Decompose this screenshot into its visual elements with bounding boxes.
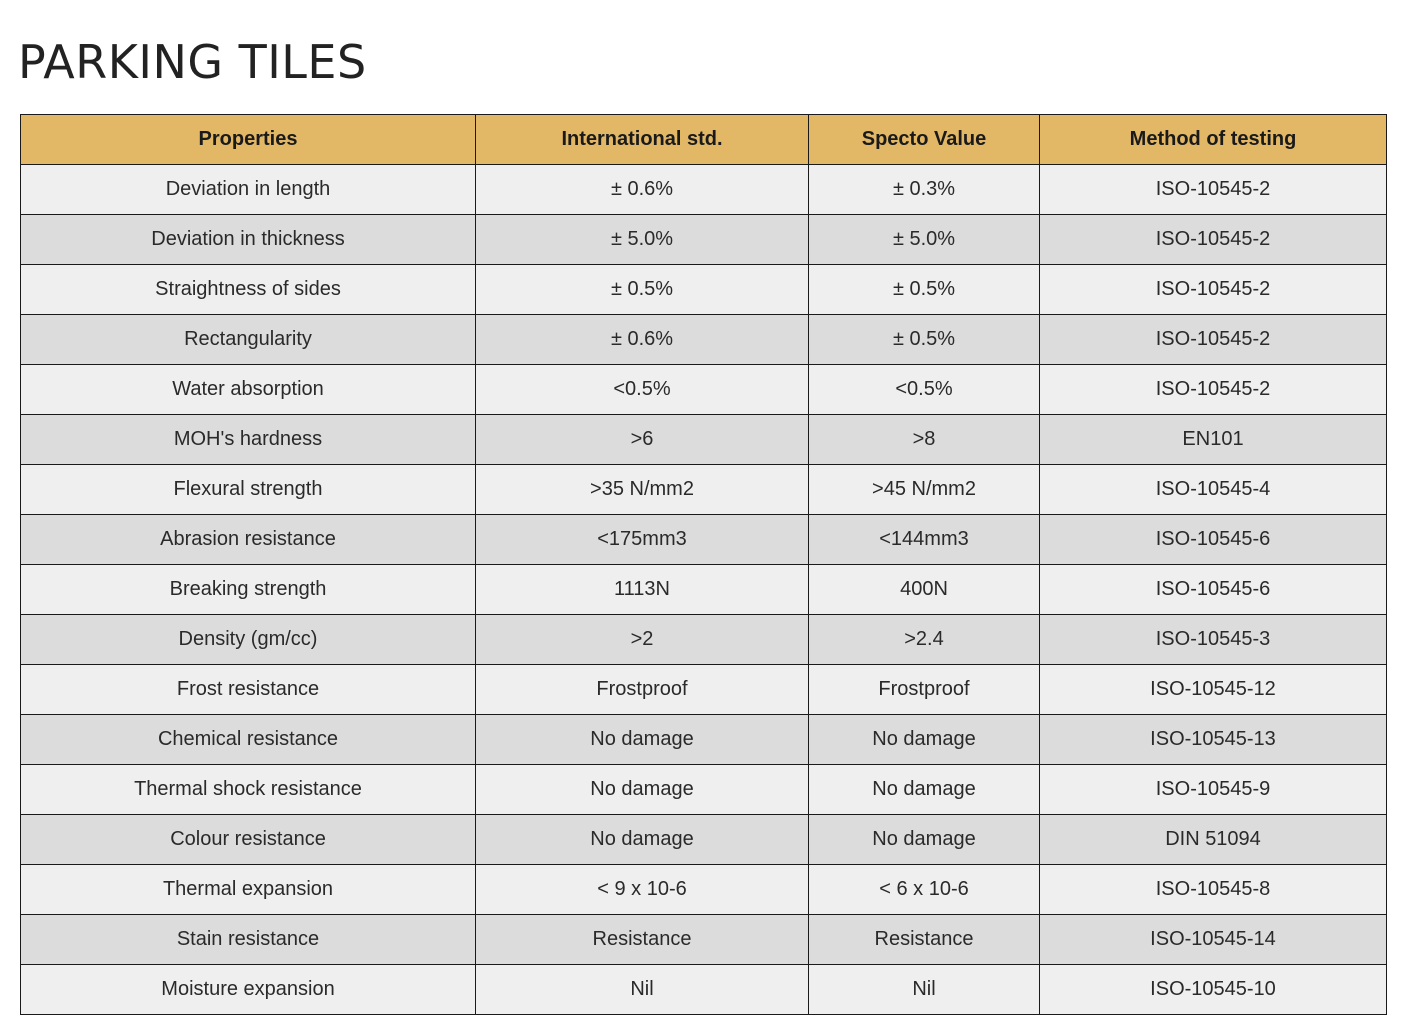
method-cell: ISO-10545-6 (1040, 565, 1387, 615)
property-cell: Stain resistance (21, 915, 476, 965)
specto-value-cell: >2.4 (809, 615, 1040, 665)
international-std-cell: Resistance (476, 915, 809, 965)
specto-value-cell: <0.5% (809, 365, 1040, 415)
method-cell: ISO-10545-2 (1040, 315, 1387, 365)
table-body (21, 165, 1387, 1015)
international-std-cell: ± 5.0% (476, 215, 809, 265)
header-method-of-testing: Method of testing (1040, 115, 1387, 165)
header-international-std: International std. (476, 115, 809, 165)
table-row (21, 565, 1387, 615)
page-title: PARKING TILES (18, 35, 367, 89)
table-row (21, 965, 1387, 1015)
table-row (21, 465, 1387, 515)
international-std-cell: No damage (476, 815, 809, 865)
specto-value-cell: Nil (809, 965, 1040, 1015)
table-row (21, 265, 1387, 315)
method-cell: ISO-10545-9 (1040, 765, 1387, 815)
international-std-cell: >2 (476, 615, 809, 665)
property-cell: Thermal shock resistance (21, 765, 476, 815)
property-cell: Deviation in length (21, 165, 476, 215)
property-cell: MOH's hardness (21, 415, 476, 465)
method-cell: ISO-10545-10 (1040, 965, 1387, 1015)
property-cell: Density (gm/cc) (21, 615, 476, 665)
method-cell: ISO-10545-2 (1040, 265, 1387, 315)
specto-value-cell: No damage (809, 715, 1040, 765)
international-std-cell: ± 0.6% (476, 165, 809, 215)
method-cell: ISO-10545-6 (1040, 515, 1387, 565)
international-std-cell: Nil (476, 965, 809, 1015)
property-cell: Frost resistance (21, 665, 476, 715)
specto-value-cell: <144mm3 (809, 515, 1040, 565)
specto-value-cell: ± 0.5% (809, 265, 1040, 315)
property-cell: Water absorption (21, 365, 476, 415)
international-std-cell: No damage (476, 715, 809, 765)
property-cell: Straightness of sides (21, 265, 476, 315)
method-cell: DIN 51094 (1040, 815, 1387, 865)
specto-value-cell: Resistance (809, 915, 1040, 965)
method-cell: EN101 (1040, 415, 1387, 465)
properties-table (20, 114, 1387, 1015)
table-row (21, 765, 1387, 815)
method-cell: ISO-10545-12 (1040, 665, 1387, 715)
specto-value-cell: >8 (809, 415, 1040, 465)
method-cell: ISO-10545-2 (1040, 165, 1387, 215)
specto-value-cell: ± 0.5% (809, 315, 1040, 365)
international-std-cell: <0.5% (476, 365, 809, 415)
property-cell: Chemical resistance (21, 715, 476, 765)
property-cell: Moisture expansion (21, 965, 476, 1015)
method-cell: ISO-10545-8 (1040, 865, 1387, 915)
table-row (21, 415, 1387, 465)
specto-value-cell: Frostproof (809, 665, 1040, 715)
specto-value-cell: No damage (809, 765, 1040, 815)
method-cell: ISO-10545-2 (1040, 365, 1387, 415)
international-std-cell: ± 0.6% (476, 315, 809, 365)
international-std-cell: >35 N/mm2 (476, 465, 809, 515)
international-std-cell: 1113N (476, 565, 809, 615)
international-std-cell: ± 0.5% (476, 265, 809, 315)
specto-value-cell: >45 N/mm2 (809, 465, 1040, 515)
table-header-row (21, 115, 1387, 165)
property-cell: Deviation in thickness (21, 215, 476, 265)
header-properties: Properties (21, 115, 476, 165)
table-row (21, 615, 1387, 665)
specto-value-cell: 400N (809, 565, 1040, 615)
table-row (21, 915, 1387, 965)
property-cell: Colour resistance (21, 815, 476, 865)
international-std-cell: <175mm3 (476, 515, 809, 565)
specto-value-cell: No damage (809, 815, 1040, 865)
property-cell: Abrasion resistance (21, 515, 476, 565)
table-row (21, 665, 1387, 715)
specto-value-cell: ± 0.3% (809, 165, 1040, 215)
table-row (21, 515, 1387, 565)
international-std-cell: Frostproof (476, 665, 809, 715)
method-cell: ISO-10545-3 (1040, 615, 1387, 665)
table-row (21, 165, 1387, 215)
method-cell: ISO-10545-2 (1040, 215, 1387, 265)
method-cell: ISO-10545-14 (1040, 915, 1387, 965)
property-cell: Rectangularity (21, 315, 476, 365)
header-specto-value: Specto Value (809, 115, 1040, 165)
international-std-cell: >6 (476, 415, 809, 465)
table-row (21, 315, 1387, 365)
property-cell: Thermal expansion (21, 865, 476, 915)
table-row (21, 865, 1387, 915)
table-row (21, 715, 1387, 765)
international-std-cell: < 9 x 10-6 (476, 865, 809, 915)
property-cell: Flexural strength (21, 465, 476, 515)
property-cell: Breaking strength (21, 565, 476, 615)
international-std-cell: No damage (476, 765, 809, 815)
table-row (21, 815, 1387, 865)
specto-value-cell: ± 5.0% (809, 215, 1040, 265)
table-row (21, 365, 1387, 415)
method-cell: ISO-10545-13 (1040, 715, 1387, 765)
specto-value-cell: < 6 x 10-6 (809, 865, 1040, 915)
method-cell: ISO-10545-4 (1040, 465, 1387, 515)
table-row (21, 215, 1387, 265)
